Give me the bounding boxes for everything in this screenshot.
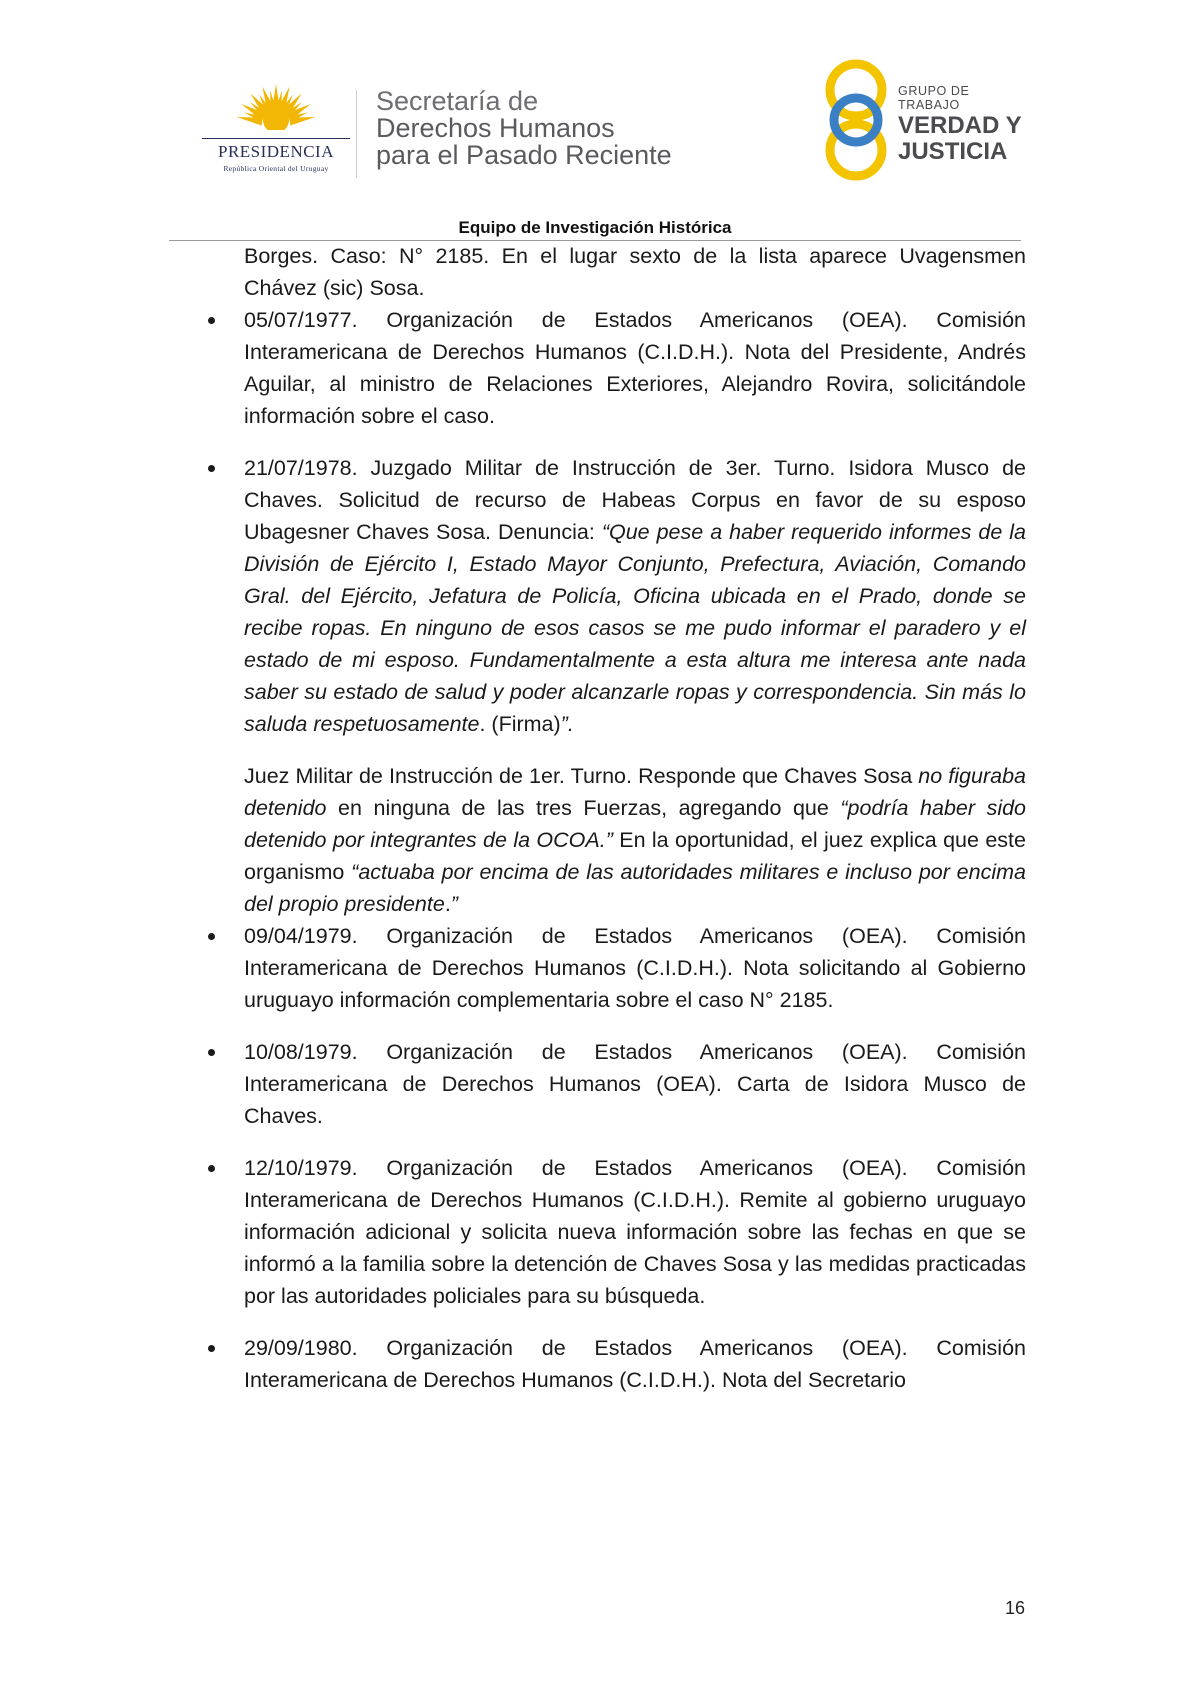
sun-icon xyxy=(196,80,356,140)
quote-close: ”. xyxy=(560,712,574,736)
document-body xyxy=(244,240,1026,1416)
bullet-icon xyxy=(208,465,215,472)
bullet-icon xyxy=(208,1049,215,1056)
quote-text: “Que pese a haber requerido informes de la División de Ejército I, Estado Mayor Conjunto, Prefectura, Aviación, Comando Gral. del Ejército, Jefatura de Policía, Oficina ubicada en el Prado, donde se recibe ropas. En ninguno de esos casos se me pudo informar el paradero y el estado de mi esposo. Fundamentalmente a esta altura me interesa ante nada saber su estado de salud y poder alcanzarle ropas y correspondencia. Sin más lo saluda respetuosamente xyxy=(244,520,1027,736)
secretaria-logo-text xyxy=(376,88,672,169)
list-item-text: 12/10/1979. Organización de Estados Americanos (OEA). Comisión Interamericana de Derechos Humanos (C.I.D.H.). Remite al gobierno uruguayo información adicional y solicita nueva información sobre las fechas en que se informó a la familia sobre la detención de Chaves Sosa y las medidas practicadas por las autoridades policiales para su búsqueda. xyxy=(244,1156,1026,1308)
rings-icon xyxy=(820,56,900,184)
grupo-line-3: JUSTICIA xyxy=(898,138,1008,165)
presidencia-subtitle: República Oriental del Uruguay xyxy=(223,164,329,173)
bullet-icon xyxy=(208,933,215,940)
list-item xyxy=(244,920,1026,1016)
continuation-paragraph: Borges. Caso: N° 2185. En el lugar sexto de la lista aparece Uvagensmen Chávez (sic) Sosa. xyxy=(244,244,1026,300)
list-item xyxy=(244,1036,1026,1132)
list-item-text: 05/07/1977. Organización de Estados Americanos (OEA). Comisión Interamericana de Derechos Humanos (C.I.D.H.). Nota del Presidente, Andrés Aguilar, al ministro de Relaciones Exteriores, Alejandro Rovira, solicitándole información sobre el caso. xyxy=(244,308,1026,428)
page-number: 16 xyxy=(1005,1598,1026,1618)
juez-text-2: en ninguna de las tres Fuerzas, agregando que xyxy=(326,796,841,820)
list-item-text xyxy=(244,452,1026,740)
signature-text: . (Firma) xyxy=(479,712,561,736)
juez-text-1: Juez Militar de Instrucción de 1er. Turno. Responde que Chaves Sosa xyxy=(244,764,919,788)
grupo-text xyxy=(898,84,1030,164)
verdad-justicia-logo xyxy=(820,56,1030,184)
presidencia-rule xyxy=(202,138,350,139)
bullet-icon xyxy=(208,1345,215,1352)
list-item xyxy=(244,304,1026,432)
grupo-line-2: VERDAD Y xyxy=(898,112,1022,139)
page-header xyxy=(0,0,1190,237)
grupo-line-1: GRUPO DE TRABAJO xyxy=(898,84,970,112)
juez-italic-2: “podría haber sido detenido por integrantes de la OCOA.” xyxy=(244,796,1027,852)
logo-divider xyxy=(356,90,357,178)
list-item-text: 29/09/1980. Organización de Estados Americanos (OEA). Comisión Interamericana de Derechos Humanos (C.I.D.H.). Nota del Secretario xyxy=(244,1336,1026,1392)
list-item-text: 10/08/1979. Organización de Estados Americanos (OEA). Comisión Interamericana de Derechos Humanos (OEA). Carta de Isidora Musco de Chaves. xyxy=(244,1040,1026,1128)
juez-italic-1: no figuraba detenido xyxy=(244,764,1026,820)
section-title: Equipo de Investigación Histórica xyxy=(458,218,732,237)
bullet-icon xyxy=(208,317,215,324)
presidencia-title: PRESIDENCIA xyxy=(217,142,334,161)
bullet-icon xyxy=(208,1165,215,1172)
juez-italic-3: “actuaba por encima de las autoridades militares e incluso por encima del propio presidente xyxy=(244,860,1026,916)
entry-text: 21/07/1978. Juzgado Militar de Instrucción de 3er. Turno. Isidora Musco de Chaves. Solicitud de recurso de Habeas Corpus en favor de su esposo Ubagesner Chaves Sosa. Denuncia: xyxy=(244,456,1026,544)
juez-italic-4: ” xyxy=(450,892,458,916)
secretaria-line-1: Secretaría de xyxy=(376,86,539,116)
list-item xyxy=(244,1332,1026,1396)
list-item-text: 09/04/1979. Organización de Estados Americanos (OEA). Comisión Interamericana de Derechos Humanos (C.I.D.H.). Nota solicitando al Gobierno uruguayo información complementaria sobre el caso N° 2185. xyxy=(244,924,1026,1012)
secretaria-line-3: para el Pasado Reciente xyxy=(376,140,672,170)
juez-text-3: En la oportunidad, el juez explica que este organismo xyxy=(244,828,1026,884)
list-item xyxy=(244,452,1026,740)
secretaria-line-2: Derechos Humanos xyxy=(376,113,615,143)
juez-text-4: . xyxy=(444,892,451,916)
list-item xyxy=(244,1152,1026,1312)
presidencia-logo xyxy=(196,80,356,180)
juez-paragraph xyxy=(244,760,1026,920)
